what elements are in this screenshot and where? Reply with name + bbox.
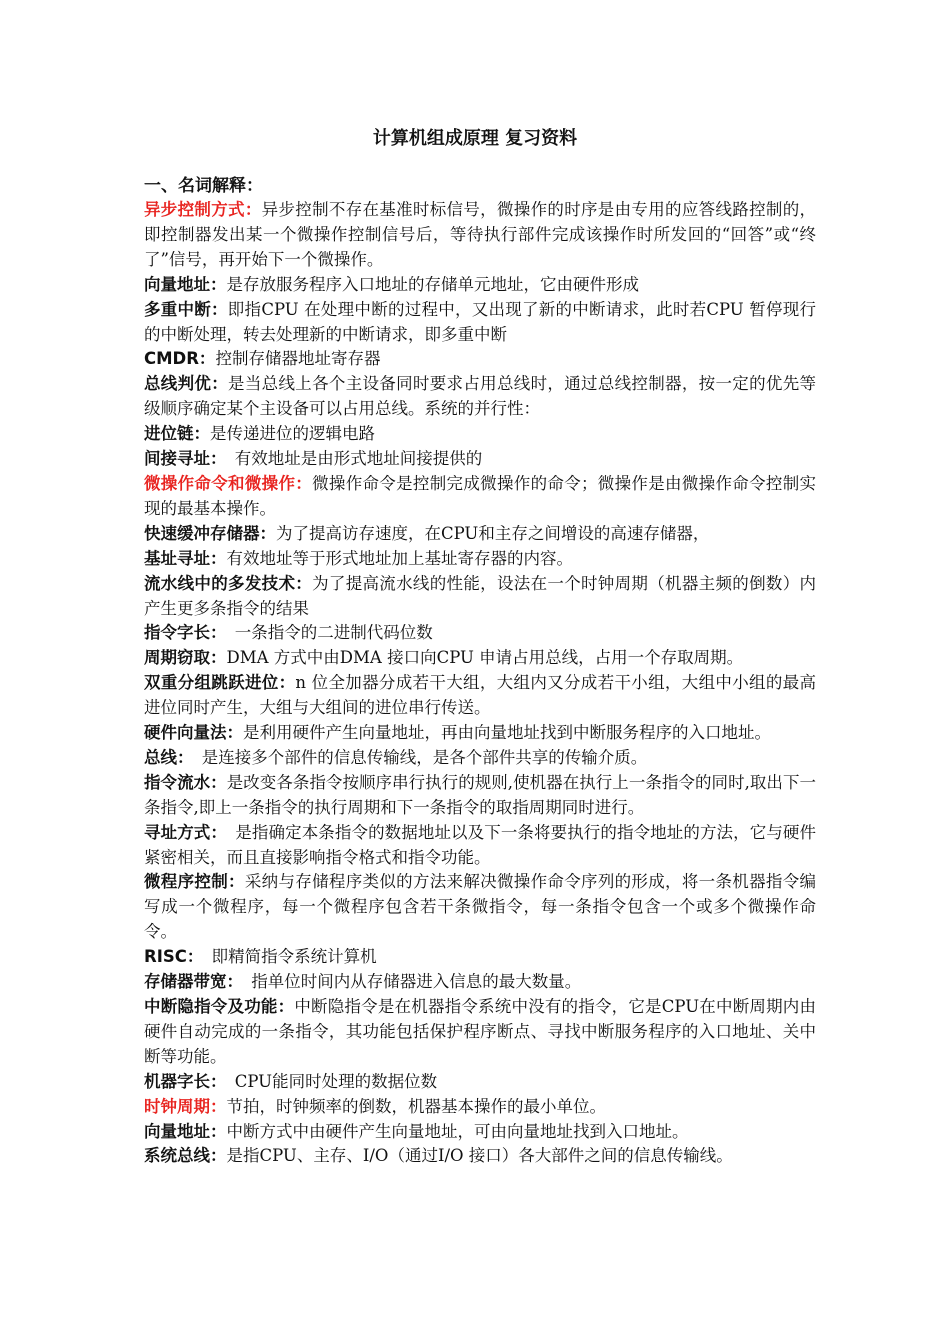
- glossary-definition: CPU能同时处理的数据位数: [218, 1071, 438, 1091]
- glossary-definition: 中断方式中由硬件产生向量地址，可由向量地址找到入口地址。: [226, 1121, 689, 1141]
- glossary-definition: 异步控制不存在基准时标信号，微操作的时序是由专用的应答线路控制的，即控制器发出某一个微操作控制信号后，等待执行部件完成该操作时所发回的“回答”或“终了”信号，再开始下一个微操作。: [144, 200, 817, 269]
- glossary-entry: [144, 198, 816, 273]
- section-heading: 一、名词解释：: [144, 176, 263, 196]
- glossary-definition: 控制存储器地址寄存器: [215, 349, 381, 369]
- glossary-entry: [144, 273, 816, 298]
- glossary-entry: [144, 547, 816, 572]
- glossary-term: 向量地址：: [144, 274, 227, 294]
- glossary-definition: 是传递进位的逻辑电路: [210, 424, 375, 444]
- glossary-term: 指令字长：: [144, 623, 219, 643]
- glossary-entry: [144, 870, 816, 945]
- glossary-term: 微程序控制：: [144, 872, 245, 892]
- glossary-definition: 有效地址等于形式地址加上基址寄存器的内容。: [226, 548, 573, 568]
- glossary-definition: 是存放服务程序入口地址的存储单元地址，它由硬件形成: [226, 274, 639, 294]
- glossary-entry: [144, 671, 816, 721]
- glossary-definition: 是改变各条指令按顺序串行执行的规则,使机器在执行上一条指令的同时,取出下一条指令,即上一条指令的执行周期和下一条指令的取指周期同时进行。: [144, 772, 816, 817]
- glossary-definition: 采纳与存储程序类似的方法来解决微操作命令序列的形成，将一条机器指令编写成一个微程序，每一个微程序包含若干条微指令，每一条指令包含一个或多个微操作命令。: [144, 872, 817, 942]
- glossary-entry: [144, 1120, 816, 1145]
- glossary-definition: 是当总线上各个主设备同时要求占用总线时，通过总线控制器，按一定的优先等级顺序确定某个主设备可以占用总线。系统的并行性：: [144, 374, 817, 419]
- glossary-definition: DMA 方式中由DMA 接口向CPU 申请占用总线，占用一个存取周期。: [226, 648, 744, 668]
- glossary-entry: [144, 945, 816, 970]
- document-title: 计算机组成原理 复习资料: [372, 128, 578, 149]
- glossary-entry: [144, 970, 816, 995]
- glossary-term: 进位链：: [144, 424, 210, 444]
- glossary-entry: [144, 472, 816, 522]
- glossary-term: 存储器带宽：: [144, 972, 235, 992]
- glossary-term: CMDR：: [144, 349, 216, 369]
- glossary-term: 总线判优：: [144, 374, 229, 394]
- glossary-term: 快速缓冲存储器：: [144, 523, 276, 543]
- glossary-definition: 有效地址是由形式地址间接提供的: [218, 449, 483, 469]
- glossary-entry: [144, 522, 816, 547]
- glossary-term: 指令流水：: [144, 772, 227, 792]
- glossary-entry: [144, 771, 816, 821]
- glossary-term: 中断隐指令及功能：: [144, 997, 295, 1016]
- glossary-term: 流水线中的多发技术：: [144, 573, 313, 593]
- glossary-entry: [144, 447, 816, 472]
- glossary-term: 基址寻址：: [144, 548, 227, 568]
- glossary-entry: [144, 1095, 816, 1120]
- glossary-entry: [144, 298, 816, 348]
- glossary-definition: 即精简指令系统计算机: [195, 947, 377, 967]
- glossary-entry: [144, 422, 816, 447]
- glossary-entry: [144, 621, 816, 646]
- glossary-definition: 微操作命令是控制完成微操作的命令；微操作是由微操作命令控制实现的最基本操作。: [144, 473, 817, 518]
- glossary-term: 总线：: [144, 747, 186, 767]
- glossary-entry: [144, 347, 816, 372]
- glossary-definition: 是指确定本条指令的数据地址以及下一条将要执行的指令地址的方法，它与硬件紧密相关，而且直接影响指令格式和指令功能。: [144, 822, 816, 867]
- glossary-definition: 是指CPU、主存、I/O（通过I/O 接口）各大部件之间的信息传输线。: [226, 1146, 733, 1166]
- glossary-definition: 指单位时间内从存储器进入信息的最大数量。: [234, 972, 582, 992]
- glossary-term: 间接寻址：: [144, 449, 219, 469]
- glossary-entry: [144, 995, 816, 1070]
- glossary-term: RISC：: [144, 947, 196, 967]
- glossary-term: 硬件向量法：: [144, 723, 243, 743]
- glossary-definition: 是连接多个部件的信息传输线，是各个部件共享的传输介质。: [185, 747, 648, 767]
- glossary-definition: 节拍，时钟频率的倒数，机器基本操作的最小单位。: [226, 1096, 606, 1116]
- term-list: [144, 198, 816, 1169]
- glossary-entry: [144, 1144, 816, 1169]
- glossary-term: 周期窃取：: [144, 648, 227, 668]
- glossary-entry: [144, 646, 816, 671]
- glossary-term: 机器字长：: [144, 1071, 219, 1091]
- glossary-definition: 是利用硬件产生向量地址，再由向量地址找到中断服务程序的入口地址。: [243, 723, 771, 743]
- glossary-entry: [144, 372, 816, 422]
- glossary-entry: [144, 572, 816, 622]
- glossary-entry: [144, 721, 816, 746]
- glossary-term: 多重中断：: [144, 299, 228, 319]
- glossary-definition: 即指CPU 在处理中断的过程中，又出现了新的中断请求，此时若CPU 暂停现行的中断处理，转去处理新的中断请求，即多重中断: [144, 299, 816, 344]
- glossary-definition: 为了提高访存速度，在CPU和主存之间增设的高速存储器，: [276, 523, 710, 543]
- glossary-term: 向量地址：: [144, 1121, 227, 1141]
- glossary-definition: 为了提高流水线的性能，设法在一个时钟周期（机器主频的倒数）内产生更多条指令的结果: [144, 573, 817, 618]
- glossary-definition: 中断隐指令是在机器指令系统中没有的指令，它是CPU在中断周期内由硬件自动完成的一条指令，其功能包括保护程序断点、寻找中断服务程序的入口地址、关中断等功能。: [144, 997, 817, 1066]
- glossary-term: 异步控制方式：: [144, 200, 262, 219]
- glossary-entry: [144, 1070, 816, 1095]
- glossary-term: 寻址方式：: [144, 822, 219, 842]
- glossary-entry: [144, 821, 816, 871]
- glossary-term: 时钟周期：: [144, 1096, 227, 1116]
- glossary-term: 系统总线：: [144, 1146, 227, 1166]
- glossary-entry: [144, 746, 816, 771]
- glossary-term: 微操作命令和微操作：: [144, 473, 313, 493]
- glossary-term: 双重分组跳跃进位：: [144, 673, 296, 693]
- glossary-definition: n 位全加器分成若干大组，大组内又分成若干小组，大组中小组的最高进位同时产生，大组与大组间的进位串行传送。: [144, 673, 817, 718]
- glossary-definition: 一条指令的二进制代码位数: [218, 623, 433, 643]
